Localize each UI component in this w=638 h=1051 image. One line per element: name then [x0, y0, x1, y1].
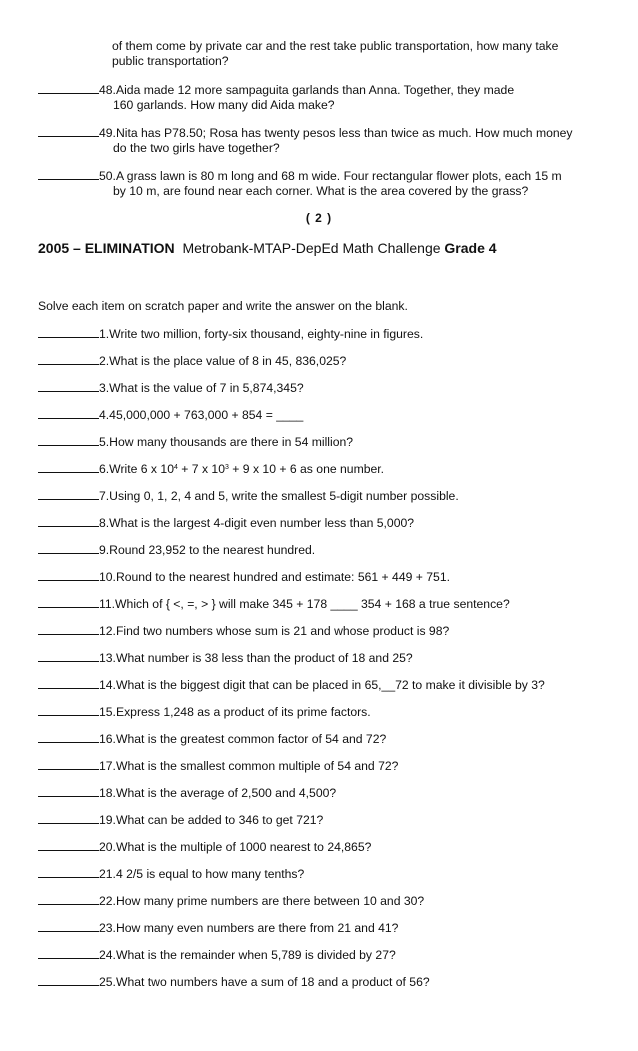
answer-blank[interactable]: [38, 515, 99, 527]
question-text: Round 23,952 to the nearest hundred.: [109, 543, 316, 557]
answer-blank[interactable]: [38, 758, 99, 770]
answer-blank[interactable]: [38, 866, 99, 878]
answer-blank[interactable]: [38, 704, 99, 716]
exponent: 3: [224, 464, 229, 471]
question-6: [38, 461, 608, 477]
question-14: [38, 677, 608, 693]
question-number: 22.: [99, 894, 116, 908]
header-contest-year: 2005 – ELIMINATION: [38, 240, 175, 256]
question-number: 17.: [99, 759, 116, 773]
question-number: 8.: [99, 516, 110, 530]
section-header: [38, 240, 497, 256]
answer-blank[interactable]: [38, 125, 99, 137]
question-18: [38, 785, 608, 801]
answer-blank[interactable]: [38, 812, 99, 824]
answer-blank[interactable]: [38, 461, 99, 473]
question-number: 15.: [99, 705, 116, 719]
question-text: What two numbers have a sum of 18 and a product of 56?: [115, 975, 430, 989]
question-text: How many thousands are there in 54 million?: [109, 435, 354, 449]
question-text: Express 1,248 as a product of its prime factors.: [115, 705, 371, 719]
question-number: 20.: [99, 840, 116, 854]
answer-blank[interactable]: [38, 380, 99, 392]
question-number: 12.: [99, 624, 116, 638]
answer-blank[interactable]: [38, 434, 99, 446]
question-text: Round to the nearest hundred and estimate: 561 + 449 + 751.: [115, 570, 451, 584]
question-text: Nita has P78.50; Rosa has twenty pesos less than twice as much. How much money: [115, 126, 573, 140]
question-number: 24.: [99, 948, 116, 962]
question-number: 16.: [99, 732, 116, 746]
answer-blank[interactable]: [38, 353, 99, 365]
question-number: 21.: [99, 867, 116, 881]
page-number: ( 2 ): [305, 211, 333, 225]
question-number: 9.: [99, 543, 110, 557]
question-number: 7.: [99, 489, 110, 503]
question-4: [38, 407, 608, 423]
question-1: [38, 326, 608, 342]
answer-blank[interactable]: [38, 542, 99, 554]
question-49: [38, 125, 608, 156]
question-text: Which of { <, =, > } will make 345 + 178 ____ 354 + 168 a true sentence?: [115, 597, 510, 611]
question-text: What is the multiple of 1000 nearest to 24,865?: [115, 840, 372, 854]
question-7: [38, 488, 608, 504]
exponent: 4: [173, 464, 178, 471]
question-text-continued: by 10 m, are found near each corner. What is the area covered by the grass?: [113, 184, 529, 198]
answer-blank[interactable]: [38, 731, 99, 743]
question-21: [38, 866, 608, 882]
question-text-continued: 160 garlands. How many did Aida make?: [113, 98, 335, 112]
question-25: [38, 974, 608, 990]
question-19: [38, 812, 608, 828]
continuation-line: public transportation?: [112, 54, 229, 68]
question-number: 3.: [99, 381, 110, 395]
question-text: How many prime numbers are there between 10 and 30?: [115, 894, 425, 908]
question-text: 45,000,000 + 763,000 + 854 = ____: [109, 408, 304, 422]
question-number: 13.: [99, 651, 116, 665]
answer-blank[interactable]: [38, 893, 99, 905]
question-text: [109, 462, 384, 476]
question-number: 23.: [99, 921, 116, 935]
question-22: [38, 893, 608, 909]
question-9: [38, 542, 608, 558]
question-text: A grass lawn is 80 m long and 68 m wide. Four rectangular flower plots, each 15 m: [115, 169, 562, 183]
question-text-continued: do the two girls have together?: [113, 141, 280, 155]
question-number: 49.: [99, 126, 116, 140]
answer-blank[interactable]: [38, 407, 99, 419]
question-10: [38, 569, 608, 585]
answer-blank[interactable]: [38, 785, 99, 797]
question-text: Find two numbers whose sum is 21 and whose product is 98?: [115, 624, 450, 638]
question-15: [38, 704, 608, 720]
question-text: Write two million, forty-six thousand, eighty-nine in figures.: [109, 327, 424, 341]
answer-blank[interactable]: [38, 839, 99, 851]
question-number: 48.: [99, 83, 116, 97]
answer-blank[interactable]: [38, 947, 99, 959]
question-number: 10.: [99, 570, 116, 584]
header-grade: Grade 4: [444, 240, 497, 256]
question-12: [38, 623, 608, 639]
question-text: 4 2/5 is equal to how many tenths?: [115, 867, 305, 881]
question-number: 6.: [99, 462, 110, 476]
question-text: What is the remainder when 5,789 is divided by 27?: [115, 948, 396, 962]
question-text: What is the largest 4-digit even number less than 5,000?: [109, 516, 415, 530]
question-text: What is the place value of 8 in 45, 836,025?: [109, 354, 347, 368]
question-11: [38, 596, 608, 612]
question-8: [38, 515, 608, 531]
question-number: 19.: [99, 813, 116, 827]
question-text: What can be added to 346 to get 721?: [115, 813, 324, 827]
question-number: 11.: [99, 597, 116, 611]
question-number: 4.: [99, 408, 110, 422]
question-text-part: + 7 x 10: [177, 462, 225, 476]
question-number: 5.: [99, 435, 110, 449]
answer-blank[interactable]: [38, 596, 99, 608]
question-text: What number is 38 less than the product of 18 and 25?: [115, 651, 413, 665]
question-number: 18.: [99, 786, 116, 800]
answer-blank[interactable]: [38, 569, 99, 581]
question-23: [38, 920, 608, 936]
question-text: Aida made 12 more sampaguita garlands than Anna. Together, they made: [115, 83, 515, 97]
continuation-text: [112, 39, 612, 69]
instructions: Solve each item on scratch paper and write the answer on the blank.: [38, 299, 408, 313]
question-number: 14.: [99, 678, 116, 692]
header-contest-name: Metrobank-MTAP-DepEd Math Challenge: [182, 240, 441, 256]
question-text: How many even numbers are there from 21 and 41?: [115, 921, 399, 935]
question-5: [38, 434, 608, 450]
answer-blank[interactable]: [38, 623, 99, 635]
question-text-part: Write 6 x 10: [109, 462, 174, 476]
question-17: [38, 758, 608, 774]
question-16: [38, 731, 608, 747]
question-48: [38, 82, 608, 113]
question-number: 1.: [99, 327, 110, 341]
question-text: What is the greatest common factor of 54 and 72?: [115, 732, 387, 746]
question-3: [38, 380, 608, 396]
question-number: 50.: [99, 169, 116, 183]
question-text: What is the average of 2,500 and 4,500?: [115, 786, 337, 800]
answer-blank[interactable]: [38, 677, 99, 689]
answer-blank[interactable]: [38, 326, 99, 338]
question-2: [38, 353, 608, 369]
question-number: 2.: [99, 354, 110, 368]
question-text: Using 0, 1, 2, 4 and 5, write the smallest 5-digit number possible.: [109, 489, 459, 503]
question-text-part: + 9 x 10 + 6 as one number.: [228, 462, 385, 476]
question-text: What is the biggest digit that can be placed in 65,__72 to make it divisible by 3?: [115, 678, 545, 692]
answer-blank[interactable]: [38, 82, 99, 94]
answer-blank[interactable]: [38, 920, 99, 932]
question-number: 25.: [99, 975, 116, 989]
question-20: [38, 839, 608, 855]
continuation-line: of them come by private car and the rest take public transportation, how many take: [112, 39, 559, 53]
answer-blank[interactable]: [38, 974, 99, 986]
question-text: What is the smallest common multiple of 54 and 72?: [115, 759, 399, 773]
question-13: [38, 650, 608, 666]
answer-blank[interactable]: [38, 650, 99, 662]
question-24: [38, 947, 608, 963]
answer-blank[interactable]: [38, 488, 99, 500]
question-50: [38, 168, 608, 199]
question-text: What is the value of 7 in 5,874,345?: [109, 381, 304, 395]
answer-blank[interactable]: [38, 168, 99, 180]
